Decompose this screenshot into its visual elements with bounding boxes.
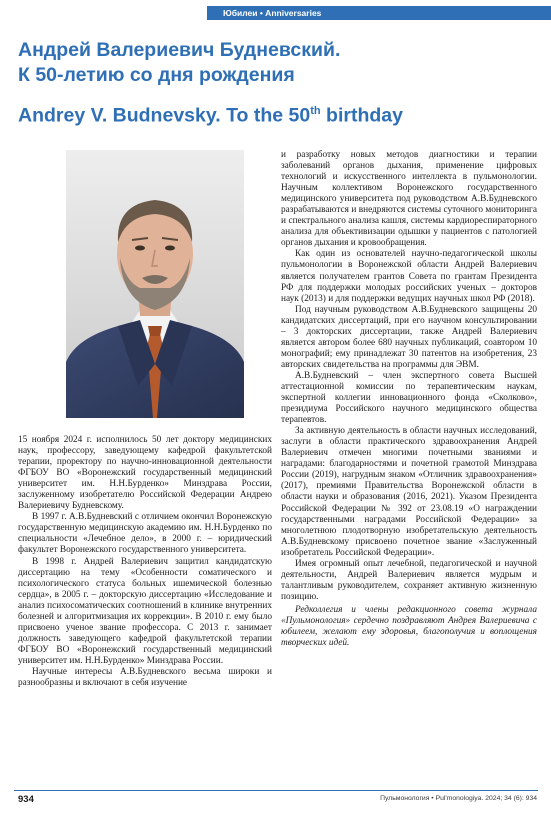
closing-note: Редколлегия и члены редакционного совета журнала «Пульмонология» сердечно поздравляют Андрея Валериевича с юбилеем, желают ему здоровья, благополучия и воплощения творческих идей. [281,604,537,649]
title-en-superscript: th [310,105,321,117]
portrait-illustration [66,150,244,418]
paragraph: Научные интересы А.В.Будневского весьма широки и разнообразны и включают в себя изучение [18,666,272,689]
title-ru-line1: Андрей Валериевич Будневский. [18,39,341,61]
title-en-main: Andrey V. Budnevsky. To the 50 [18,104,311,127]
paragraph: Под научным руководством А.В.Будневского защищены 20 кандидатских диссертаций, при его научном консультировании – 3 докторских диссертации, также Андрей Валериевич является автором более 680 научных публикаций, соавтором 10 монографий; ему принадлежат 30 патентов на изобретения, 23 авторских свидетельства на программы для ЭВМ. [281,304,537,370]
section-label: Юбилеи • Anniversaries [207,6,551,20]
footer-divider [14,790,538,791]
article-title-ru [18,38,538,88]
page-number: 934 [18,794,34,805]
paragraph: За активную деятельность в области научных исследований, заслуги в области практического здравоохранения Андрей Валериевич отмечен многими почетными званиями и наградами: благодарностями и почетной грамотой Минздрава России (2019), нагрудным знаком «Отличник здравоохранения» (2017), премиями Правительства Воронежской области в области науки и образования (2016, 2021). Указом Президента Российской Федерации № 392 от 23.08.19 «О награждении государственными наградами Российской Федерации» за многолетнюю плодотворную изобретательскую деятельность А.В.Будневскому присвоено почетное звание «Заслуженный изобретатель Российской Федерации». [281,426,537,558]
title-ru-line2: К 50-летию со дня рождения [18,64,295,86]
paragraph: Как один из основателей научно-педагогической школы пульмонологии в Воронежской области Андрей Валериевич является получателем грантов Совета по грантам Президента РФ для поддержки молодых российских ученых – докторов наук (2013) и для поддержки ведущих научных школ РФ (2018). [281,249,537,304]
portrait-photo [66,150,244,418]
article-title-en [18,99,538,129]
paragraph: В 1998 г. Андрей Валериевич защитил кандидатскую диссертацию на тему «Особенности соматического и психологического статуса больных ишемической болезнью сердца», в 2005 г. – докторскую диссертацию «Исследование и анализ психосоматических соотношений в клинике внутренних болезней и алгоритмизация их коррекции». В 2010 г. ему было присвоено ученое звание профессора. С 2013 г. занимает должность заведующего кафедрой факультетской терапии ФГБОУ ВО «Воронежский государственный медицинский университет им. Н.Н.Бурденко» Минздрава России. [18,556,272,666]
paragraph: и разработку новых методов диагностики и терапии заболеваний органов дыхания, применение цифровых технологий и искусственного интеллекта в пульмонологии. Научным коллективом Воронежского государственного медицинского университета под руководством А.В.Будневского разрабатываются и внедряются системы суточного мониторинга и спектрального анализа кашля, системы кардиореспираторного анализа для объективизации одышки у пациентов с патологией органов дыхания и кровообращения. [281,150,537,249]
paragraph: Имея огромный опыт лечебной, педагогической и научной деятельности, Андрей Валериевич является мудрым и талантливым руководителем, сохраняет активную жизненную позицию. [281,558,537,602]
journal-reference: Пульмонология • Pul'monologiya. 2024; 34 (6): 934 [380,795,537,802]
paragraph: 15 ноября 2024 г. исполнилось 50 лет доктору медицинских наук, профессору, заведующему кафедрой факультетской терапии, проректору по научно-инновационной деятельности ФГБОУ ВО «Воронежский государственный медицинский университет им. Н.Н.Бурденко» Минздрава России, заслуженному изобретателю Российской Федерации Андрею Валериевичу Будневскому. [18,435,272,512]
paragraph: А.В.Будневский – член экспертного совета Высшей аттестационной комиссии по терапевтическим наукам, экспертной коллегии инновационного фонда «Сколково», президиума Российского научного медицинского общества терапевтов. [281,370,537,426]
left-text-column [18,435,272,689]
right-text-column [281,150,537,649]
title-en-tail: birthday [320,104,403,127]
paragraph: В 1997 г. А.В.Будневский с отличием окончил Воронежскую государственную медицинскую академию им. Н.Н.Бурденко по специальности «Лечебное дело», в 2000 г. – юридический факультет Воронежского государственного университета. [18,512,272,556]
